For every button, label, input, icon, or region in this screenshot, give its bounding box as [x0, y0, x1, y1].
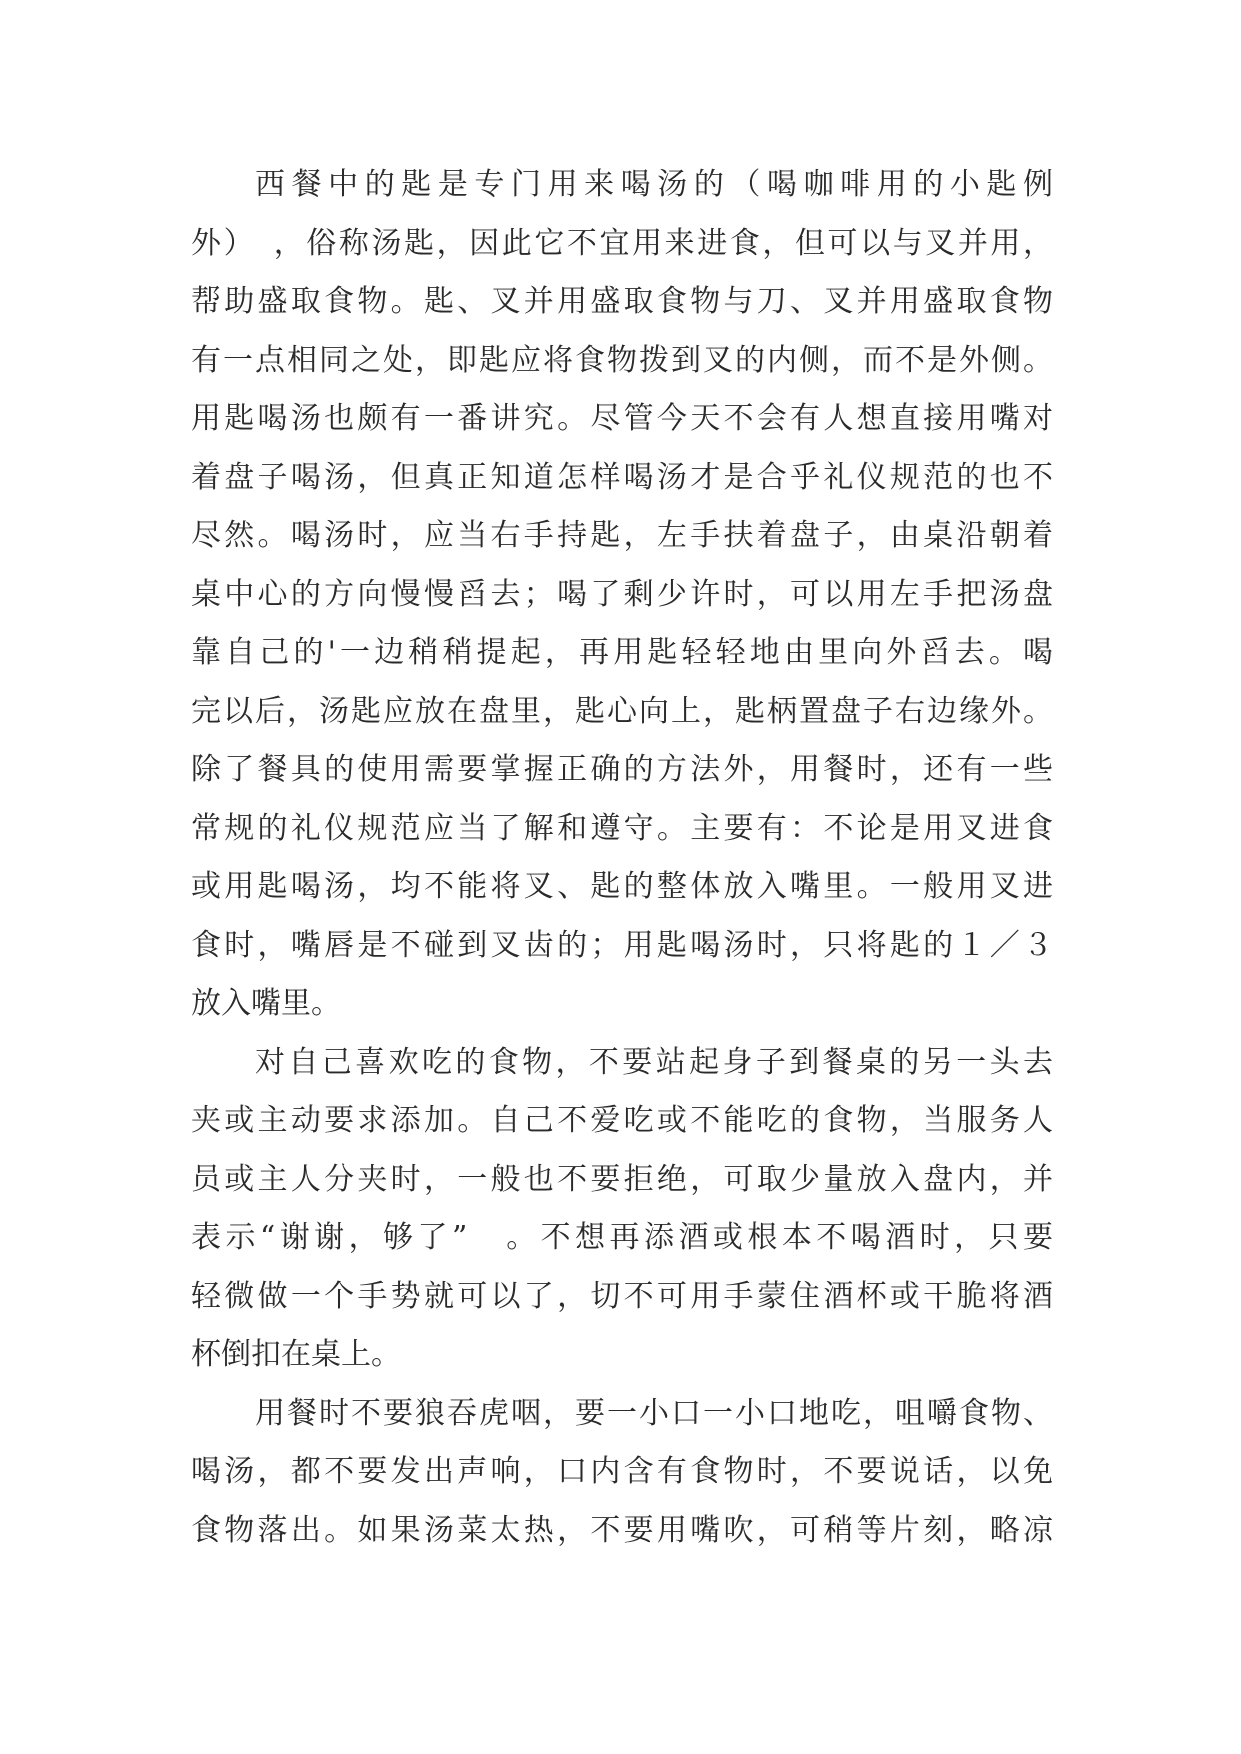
text-line: 除了餐具的使用需要掌握正确的方法外，用餐时，还有一些 [191, 752, 1053, 787]
text-line: 喝汤，都不要发出声响，口内含有食物时，不要说话，以免 [191, 1454, 1053, 1489]
text-line: 常规的礼仪规范应当了解和遵守。主要有：不论是用叉进食 [191, 810, 1053, 846]
text-line: 尽然。喝汤时，应当右手持匙，左手扶着盘子，由桌沿朝着 [191, 518, 1053, 553]
text-line: 食时，嘴唇是不碰到叉齿的；用匙喝汤时，只将匙的１／３ [191, 927, 1053, 963]
text-line: 完以后，汤匙应放在盘里，匙心向上，匙柄置盘子右边缘外。 [191, 693, 1053, 729]
text-line: 夹或主动要求添加。自己不爱吃或不能吃的食物，当服务人 [191, 1103, 1053, 1138]
text-line: 靠自己的'一边稍稍提起，再用匙轻轻地由里向外舀去。喝 [191, 635, 1053, 670]
text-line: 轻微做一个手势就可以了，切不可用手蒙住酒杯或干脆将酒 [191, 1278, 1053, 1314]
text-line: 用餐时不要狼吞虎咽，要一小口一小口地吃，咀嚼食物、 [255, 1395, 1053, 1431]
text-line: 用匙喝汤也颇有一番讲究。尽管今天不会有人想直接用嘴对 [191, 401, 1053, 436]
text-line: 杯倒扣在桌上。 [191, 1337, 401, 1372]
text-line: 着盘子喝汤，但真正知道怎样喝汤才是合乎礼仪规范的也不 [191, 459, 1053, 495]
text-line: 员或主人分夹时，一般也不要拒绝，可取少量放入盘内，并 [191, 1161, 1053, 1197]
text-line: 西餐中的匙是专门用来喝汤的（喝咖啡用的小匙例 [255, 167, 1053, 202]
text-line: 表示“谢谢，够了” 。不想再添酒或根本不喝酒时，只要 [191, 1220, 1053, 1255]
document-body [191, 156, 1053, 1560]
text-line: 对自己喜欢吃的食物，不要站起身子到餐桌的另一头去 [255, 1044, 1053, 1080]
text-line: 有一点相同之处，即匙应将食物拨到叉的内侧，而不是外侧。 [191, 342, 1053, 378]
text-line: 外） ，俗称汤匙，因此它不宜用来进食，但可以与叉并用， [191, 225, 1053, 261]
text-line: 桌中心的方向慢慢舀去；喝了剩少许时，可以用左手把汤盘 [191, 576, 1053, 612]
text-line: 或用匙喝汤，均不能将叉、匙的整体放入嘴里。一般用叉进 [191, 869, 1053, 904]
text-line: 食物落出。如果汤菜太热，不要用嘴吹，可稍等片刻，略凉 [191, 1512, 1053, 1548]
text-line: 放入嘴里。 [191, 986, 341, 1021]
text-line: 帮助盛取食物。匙、叉并用盛取食物与刀、叉并用盛取食物 [191, 284, 1053, 319]
